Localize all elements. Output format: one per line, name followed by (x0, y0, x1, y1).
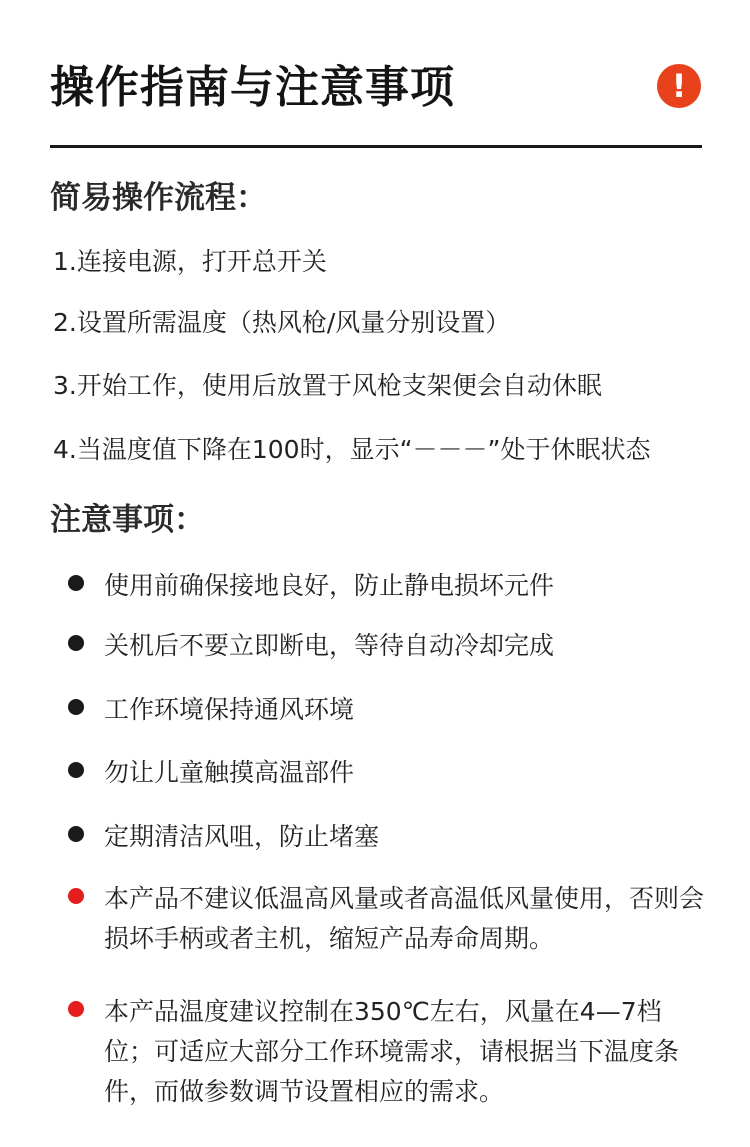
exclamation-circle-icon: ! (657, 64, 701, 108)
bullet-dot-icon (68, 575, 84, 591)
notes-heading: 注意事项： (50, 502, 205, 538)
red-bullet-dot-icon (68, 888, 84, 904)
note-text: 定期清洁风咀，防止堵塞 (104, 822, 380, 851)
step-item: 4.当温度值下降在100时，显示“－－－”处于休眠状态 (53, 435, 651, 464)
note-text: 本产品温度建议控制在350℃左右，风量在4—7档位；可适应大部分工作环境需求，请根据当下温度条件，而做参数调节设置相应的需求。 (104, 997, 680, 1106)
bullet-dot-icon (68, 635, 84, 651)
note-text: 使用前确保接地良好，防止静电损坏元件 (104, 571, 555, 600)
step-item: 2.设置所需温度（热风枪/风量分别设置） (53, 308, 511, 337)
note-text: 本产品不建议低温高风量或者高温低风量使用，否则会损坏手柄或者主机，缩短产品寿命周期。 (104, 884, 705, 953)
steps-heading: 简易操作流程： (50, 180, 267, 216)
step-item: 3.开始工作，使用后放置于风枪支架便会自动休眠 (53, 371, 602, 400)
bullet-dot-icon (68, 762, 84, 778)
red-bullet-dot-icon (68, 1001, 84, 1017)
bullet-dot-icon (68, 826, 84, 842)
note-text: 关机后不要立即断电，等待自动冷却完成 (104, 631, 555, 660)
note-text: 勿让儿童触摸高温部件 (104, 758, 355, 787)
bullet-dot-icon (68, 699, 84, 715)
page-title: 操作指南与注意事项 (50, 62, 455, 113)
step-item: 1.连接电源，打开总开关 (53, 247, 327, 276)
title-divider (50, 145, 702, 148)
note-text: 工作环境保持通风环境 (104, 695, 355, 724)
